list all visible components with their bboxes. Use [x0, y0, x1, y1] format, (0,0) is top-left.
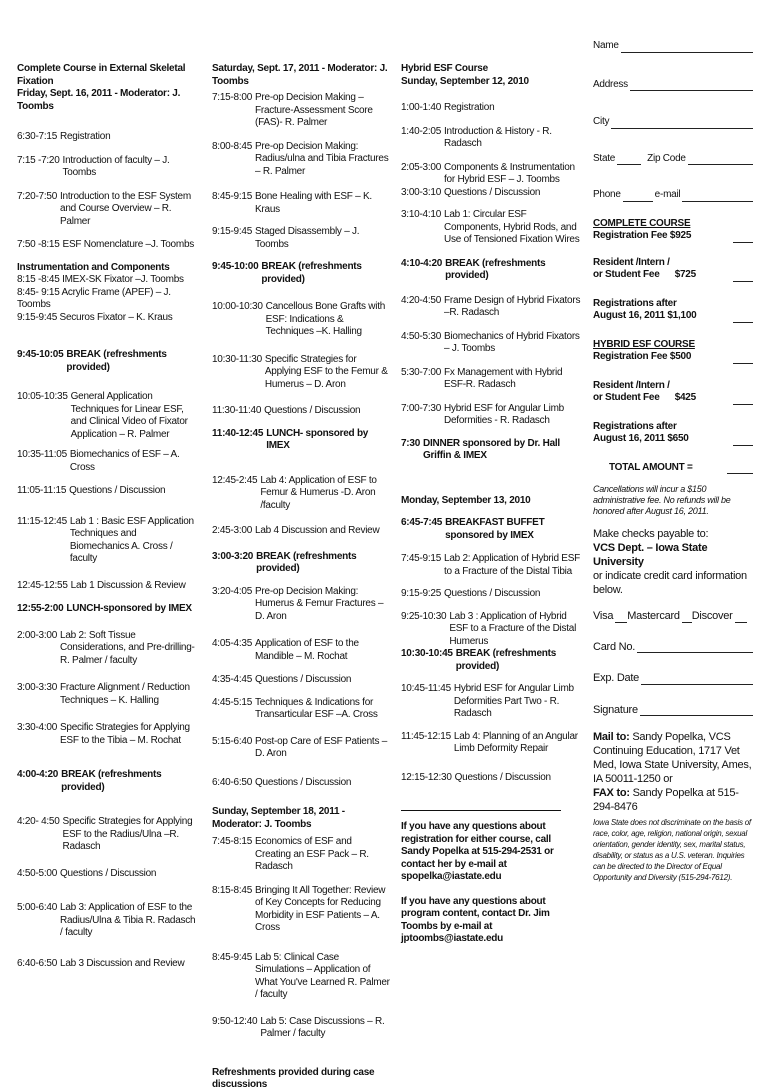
mail-to-block: Mail to: Sandy Popelka, VCS Continuing Education, 1717 Vet Med, Iowa State University, Ames, IA 50011-1250 or FAX to: Sandy Popelka at 515-294-8476	[593, 731, 752, 813]
divider	[401, 810, 561, 811]
schedule-entry: 8:45-9:15 Bone Healing with ESF – K. Kraus	[212, 191, 372, 215]
schedule-entry: 4:05-4:35 Application of ESF to the Mandible – M. Rochat	[212, 638, 359, 662]
schedule-entry: 7:45-8:15 Economics of ESF and Creating an ESF Pack – R. Radasch	[212, 836, 369, 872]
visa-option[interactable]: Visa	[593, 610, 614, 622]
schedule-entry: 10:05-10:35 General Application Techniques for Linear ESF, and Clinical Video of Fixator Application – R. Palmer	[17, 391, 188, 440]
signature-field[interactable]: Signature	[593, 704, 753, 717]
schedule-entry: 10:30-11:30 Specific Strategies for Applying ESF to the Femur & Humerus – D. Aron	[212, 353, 388, 390]
schedule-entry: 9:45-10:00 BREAK (refreshments provided)	[212, 261, 362, 285]
schedule-entry: 2:05-3:00 Components & Instrumentation for Hybrid ESF – J. Toombs	[401, 161, 575, 185]
total-amount: TOTAL AMOUNT =	[593, 462, 753, 475]
schedule-entry: 12:45-2:45 Lab 4: Application of ESF to Femur & Humerus -D. Aron /faculty	[212, 474, 377, 511]
schedule-entry: 10:30-10:45 BREAK (refreshments provided)	[401, 648, 557, 672]
schedule-entry: 4:00-4:20 BREAK (refreshments provided)	[17, 769, 162, 793]
schedule-entry: 5:00-6:40 Lab 3: Application of ESF to the Radius/Ulna & Tibia R. Radasch / faculty	[17, 902, 196, 938]
schedule-entry: 5:15-6:40 Post-op Care of ESF Patients –D. Aron	[212, 735, 388, 759]
schedule-entry: 11:15-12:45 Lab 1 : Basic ESF Application Techniques and Biomechanics A. Cross / faculty	[17, 515, 194, 564]
student-fee-block: Resident /Intern / or Student Fee $725	[593, 257, 753, 282]
state-zip-field[interactable]: State Zip Code	[593, 153, 753, 166]
schedule-entry: 1:00-1:40 Registration	[401, 102, 495, 113]
schedule-entry: 6:40-6:50 Lab 3 Discussion and Review	[17, 957, 185, 969]
city-field[interactable]: City	[593, 116, 753, 129]
schedule-entry: 2:45-3:00 Lab 4 Discussion and Review	[212, 525, 380, 536]
schedule-entry: 9:50-12:40 Lab 5: Case Discussions – R. Palmer / faculty	[212, 1015, 385, 1039]
schedule-entry: 5:30-7:00 Fx Management with Hybrid ESF-R. Radasch	[401, 366, 563, 390]
card-number-field[interactable]: Card No.	[593, 641, 753, 654]
schedule-entry: 1:40-2:05 Introduction & History - R. Radasch	[401, 125, 552, 149]
schedule-entry: 4:50-5:30 Biomechanics of Hybrid Fixators – J. Toombs	[401, 330, 580, 354]
nondiscrimination-statement: Iowa State does not discriminate on the basis of race, color, age, religion, national origin, sexual orientation, gender identity, sex, marital status, disability, or status as a U.S. veteran. Inquiries can be directed to the Director of Equal Opportunity and Diversity (515-294-7612).	[593, 818, 751, 882]
registration-questions: If you have any questions about registration for either course, call Sandy Popelka at 515-294-2531 or contact her by e-mail at spopelka@iastate.edu	[401, 821, 554, 882]
schedule-entry: 4:10-4:20 BREAK (refreshments provided)	[401, 257, 546, 281]
schedule-entry: 4:20- 4:50 Specific Strategies for Applying ESF to the Radius/Ulna –R. Radasch	[17, 816, 193, 852]
total-blank[interactable]	[727, 464, 753, 474]
day-heading: Sunday, September 18, 2011 -Moderator: J. Toombs	[212, 806, 345, 830]
refreshments-note: Refreshments provided during case discussions	[212, 1066, 375, 1090]
schedule-entry: 6:45-7:45 BREAKFAST BUFFET sponsored by IMEX	[401, 517, 545, 541]
day-heading: Saturday, Sept. 17, 2011 - Moderator: J. Toombs	[212, 63, 388, 87]
discover-option[interactable]: Discover	[691, 610, 733, 622]
schedule-entry: 9:15-9:45 Staged Disassembly – J. Toombs	[212, 226, 360, 250]
schedule-entry: 9:25-10:30 Lab 3 : Application of Hybrid ESF to a Fracture of the Distal Humerus	[401, 610, 577, 647]
student-fee-block: Resident /Intern / or Student Fee $425	[593, 380, 753, 405]
schedule-entry: 12:45-12:55 Lab 1 Discussion & Review	[17, 579, 186, 591]
amount-blank[interactable]	[733, 354, 753, 364]
late-fee-block: Registrations after August 16, 2011 $650	[593, 421, 753, 446]
schedule-entry: 7:00-7:30 Hybrid ESF for Angular Limb Deformities - R. Radasch	[401, 402, 564, 426]
day-heading: Friday, Sept. 16, 2011 - Moderator: J. Toombs	[17, 88, 181, 112]
amount-blank[interactable]	[733, 395, 753, 405]
schedule-entry: 12:15-12:30 Questions / Discussion	[401, 771, 551, 783]
mastercard-option[interactable]: Mastercard	[627, 610, 680, 622]
schedule-entry: 11:40-12:45 LUNCH- sponsored by IMEX	[212, 427, 369, 451]
checks-block: Make checks payable to: VCS Dept. – Iowa State University or indicate credit card information below.	[593, 528, 747, 596]
course-title: Hybrid ESF Course	[401, 63, 488, 74]
amount-blank[interactable]	[733, 233, 753, 243]
day-heading: Monday, September 13, 2010	[401, 494, 531, 506]
instrumentation-block: Instrumentation and Components 8:15 -8:45 IMEX-SK Fixator –J. Toombs 8:45- 9:15 Acrylic Frame (APEF) – J. Toombs 9:15-9:45 Securos Fixator – K. Kraus	[17, 261, 184, 323]
schedule-entry: 4:45-5:15 Techniques & Indications for Transarticular ESF –A. Cross	[212, 696, 378, 720]
schedule-entry: 7:15 -7:20 Introduction of faculty – J. Toombs	[17, 154, 170, 178]
column-saturday-sunday	[212, 63, 390, 1092]
schedule-entry: 4:20-4:50 Frame Design of Hybrid Fixators –R. Radasch	[401, 294, 581, 318]
registration-form	[593, 40, 753, 883]
schedule-entry: 8:15-8:45 Bringing It All Together: Review of Key Concepts for Reducing Morbidity in ESF Patients – A. Cross	[212, 884, 386, 933]
card-type-options[interactable]	[593, 610, 753, 623]
schedule-entry: 2:00-3:00 Lab 2: Soft Tissue Considerations, and Pre-drilling- R. Palmer / faculty	[17, 629, 195, 666]
schedule-entry: 11:05-11:15 Questions / Discussion	[17, 485, 166, 496]
schedule-entry: 11:45-12:15 Lab 4: Planning of an Angular Limb Deformity Repair	[401, 730, 578, 754]
address-field[interactable]: Address	[593, 79, 753, 92]
schedule-entry: 6:30-7:15 Registration	[17, 131, 111, 142]
cancellation-policy: Cancellations will incur a $150 administrative fee. No refunds will be honored after August 16, 2011.	[593, 484, 731, 516]
course-title: Complete Course in External Skeletal Fixation	[17, 63, 186, 87]
schedule-entry: 6:40-6:50 Questions / Discussion	[212, 776, 352, 788]
schedule-entry: 3:10-4:10 Lab 1: Circular ESF Components, Hybrid Rods, and Use of Tensioned Fixation Wires	[401, 209, 580, 245]
schedule-entry: 11:30-11:40 Questions / Discussion	[212, 405, 361, 416]
schedule-entry: 7:30 DINNER sponsored by Dr. Hall Griffin & IMEX	[401, 437, 560, 461]
exp-date-field[interactable]: Exp. Date	[593, 672, 753, 685]
complete-course-block: COMPLETE COURSE Registration Fee $925	[593, 218, 753, 243]
schedule-entry: 3:00-3:20 BREAK (refreshments provided)	[212, 550, 357, 574]
schedule-entry: 4:35-4:45 Questions / Discussion	[212, 674, 352, 685]
schedule-entry: 7:50 -8:15 ESF Nomenclature –J. Toombs	[17, 239, 195, 250]
column-hybrid-course	[401, 63, 581, 946]
schedule-entry: 3:20-4:05 Pre-op Decision Making: Humerus & Femur Fractures – D. Aron	[212, 585, 384, 622]
schedule-entry: 3:30-4:00 Specific Strategies for Applying ESF to the Tibia – M. Rochat	[17, 722, 190, 746]
schedule-entry: 7:45-9:15 Lab 2: Application of Hybrid ESF to a Fracture of the Distal Tibia	[401, 553, 580, 577]
schedule-entry: 9:15-9:25 Questions / Discussion	[401, 588, 541, 599]
schedule-entry: 7:20-7:50 Introduction to the ESF System and Course Overview – R. Palmer	[17, 190, 191, 227]
schedule-entry: 7:15-8:00 Pre-op Decision Making – Fracture-Assessment Score (FAS)- R. Palmer	[212, 92, 373, 128]
schedule-entry: 3:00-3:10 Questions / Discussion	[401, 186, 541, 198]
amount-blank[interactable]	[733, 436, 753, 446]
name-field[interactable]: Name	[593, 40, 753, 53]
program-questions: If you have any questions about program content, contact Dr. Jim Toombs by e-mail at jptoombs@iastate.edu	[401, 895, 550, 944]
schedule-entry: 4:50-5:00 Questions / Discussion	[17, 867, 157, 879]
schedule-entry: 10:45-11:45 Hybrid ESF for Angular Limb Deformities Part Two - R. Radasch	[401, 683, 574, 719]
late-fee-block: Registrations after August 16, 2011 $1,100	[593, 298, 753, 323]
amount-blank[interactable]	[733, 272, 753, 282]
phone-email-field[interactable]: Phone e-mail	[593, 189, 753, 202]
schedule-entry: 10:35-11:05 Biomechanics of ESF – A. Cross	[17, 449, 180, 473]
day-heading: Sunday, September 12, 2010	[401, 75, 529, 87]
schedule-entry: 8:00-8:45 Pre-op Decision Making: Radius/ulna and Tibia Fractures – R. Palmer	[212, 140, 389, 177]
schedule-entry: 9:45-10:05 BREAK (refreshments provided)	[17, 349, 167, 373]
schedule-entry: 10:00-10:30 Cancellous Bone Grafts with ESF: Indications & Techniques –K. Halling	[212, 301, 386, 337]
column-complete-course-friday	[17, 63, 197, 970]
schedule-entry: 8:45-9:45 Lab 5: Clinical Case Simulations – Application of What You've Learned R. Palmer / faculty	[212, 951, 390, 1000]
schedule-entry: 3:00-3:30 Fracture Alignment / Reduction Techniques – K. Halling	[17, 682, 190, 706]
amount-blank[interactable]	[733, 313, 753, 323]
schedule-entry: 12:55-2:00 LUNCH-sponsored by IMEX	[17, 603, 192, 614]
hybrid-course-block: HYBRID ESF COURSE Registration Fee $500	[593, 339, 753, 364]
